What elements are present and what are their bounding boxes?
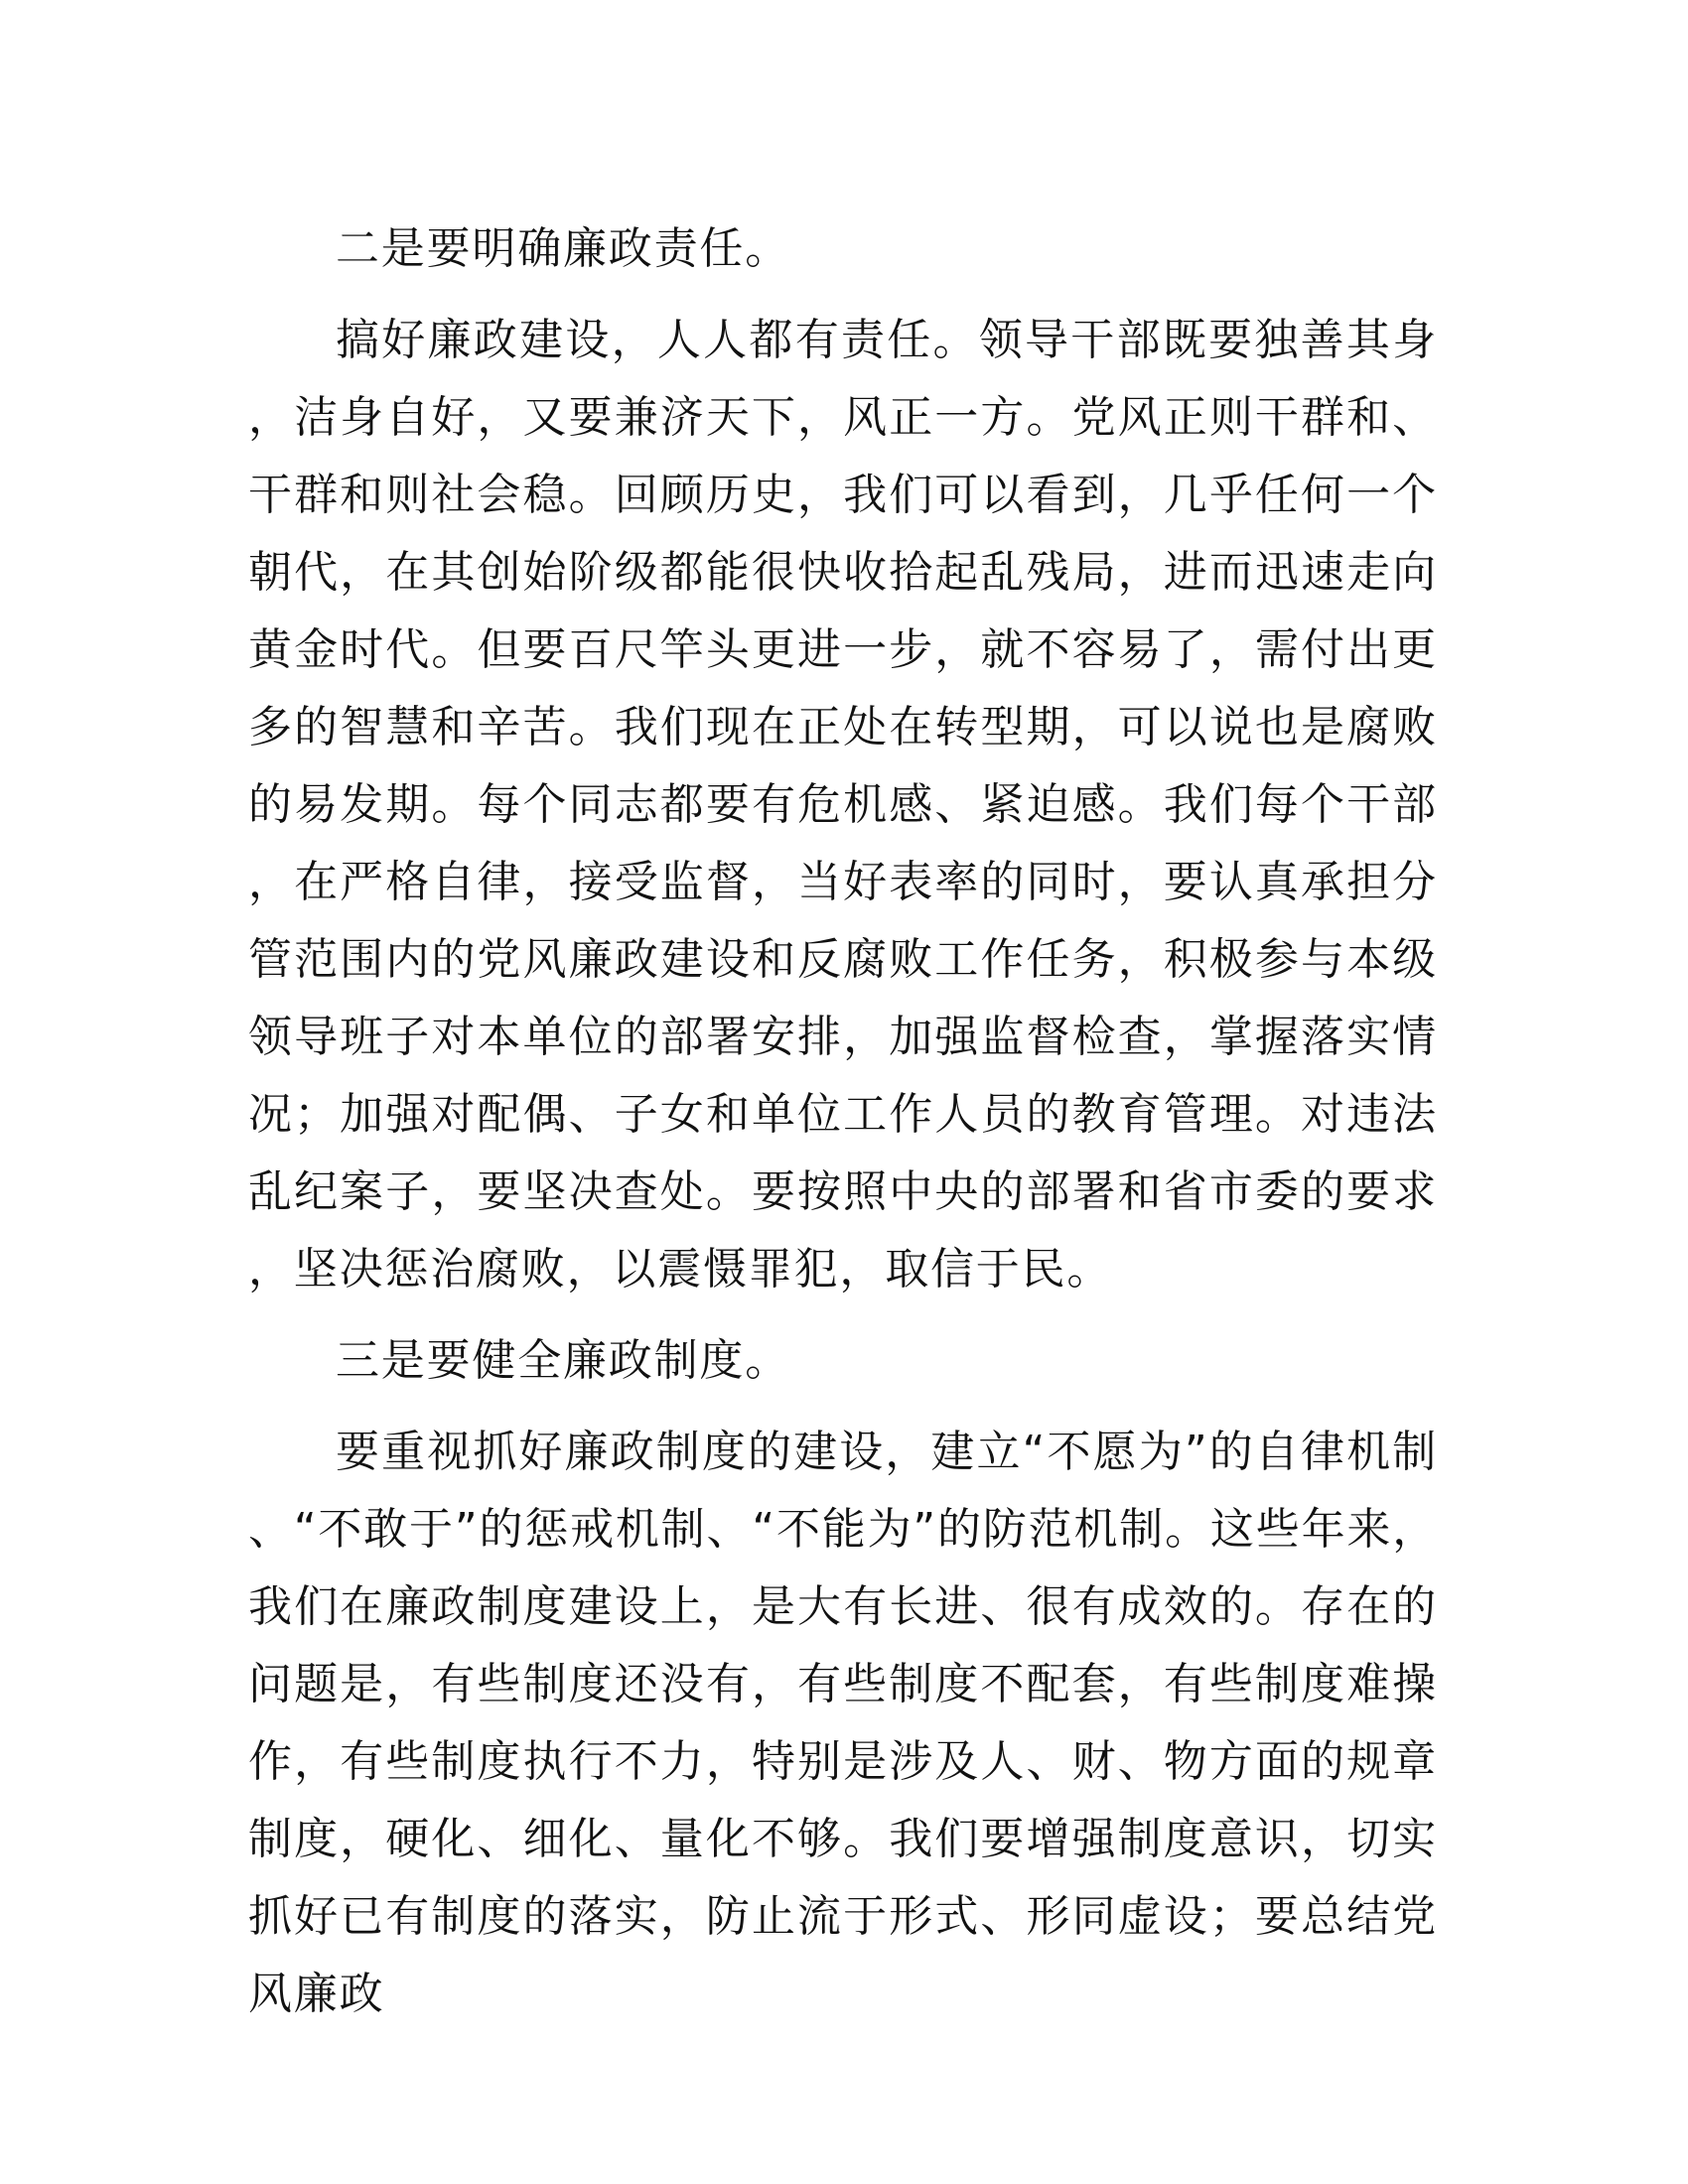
section-heading-2: 二是要明确廉政责任。 bbox=[336, 223, 790, 274]
section-paragraph-2: 搞好廉政建设，人人都有责任。领导干部既要独善其身，洁身自好，又要兼济天下，风正一方。党风正则干群和、干群和则社会稳。回顾历史，我们可以看到，几乎任何一个朝代，在其创始阶级都能很快收拾起乱残局，进而迅速走向黄金时代。但要百尺竿头更进一步，就不容易了，需付出更多的智慧和辛苦。我们现在正处在转型期，可以说也是腐败的易发期。每个同志都要有危机感、紧迫感。我们每个干部，在严格自律，接受监督，当好表率的同时，要认真承担分管范围内的党风廉政建设和反腐败工作任务，积极参与本级领导班子对本单位的部署安排，加强监督检查，掌握落实情况；加强对配偶、子女和单位工作人员的教育管理。对违法乱纪案子，要坚决查处。要按照中央的部署和省市委的要求，坚决惩治腐败，以震慑罪犯，取信于民。 bbox=[248, 315, 1438, 1295]
document-body bbox=[248, 210, 1438, 2033]
section-paragraph-3: 要重视抓好廉政制度的建设，建立“不愿为”的自律机制、“不敢于”的惩戒机制、“不能为”的防范机制。这些年来，我们在廉政制度建设上，是大有长进、很有成效的。存在的问题是，有些制度还没有，有些制度不配套，有些制度难操作，有些制度执行不力，特别是涉及人、财、物方面的规章制度，硬化、细化、量化不够。我们要增强制度意识，切实抓好已有制度的落实，防止流于形式、形同虚设；要总结党风廉政 bbox=[248, 1427, 1438, 2019]
section-heading-3: 三是要健全廉政制度。 bbox=[336, 1335, 790, 1386]
